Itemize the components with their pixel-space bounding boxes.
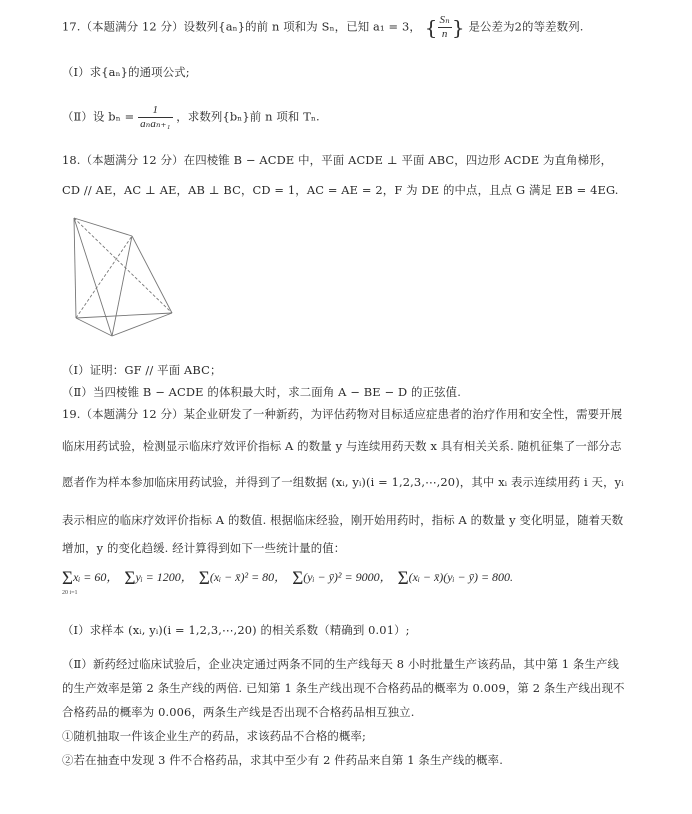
q19-sum5: (xᵢ − x̄)(yᵢ − ȳ) = 800. [408, 570, 514, 584]
sum-symbol-icon: Σ [198, 568, 210, 589]
q19-part1: （Ⅰ）求样本 (xᵢ, yᵢ)(i = 1,2,3,⋯,20) 的相关系数（精确到 0.01）; [62, 623, 410, 637]
q17-intro: 17.（本题满分 12 分）设数列{aₙ}的前 n 项和为 Sₙ，已知 a₁ = 3， [62, 19, 421, 34]
q17-brace-close: } [451, 15, 465, 40]
q19-sum-limits [62, 590, 513, 597]
q19-line5: 增加，y 的变化趋缓. 经计算得到如下一些统计量的值： [62, 541, 346, 555]
sum-symbol-icon: Σ [124, 568, 136, 589]
q19-sum4: (yᵢ − ȳ)² = 9000， [303, 570, 392, 584]
q17-b-num: 1 [138, 104, 172, 118]
q17-tail: 是公差为2的等差数列. [468, 19, 584, 34]
q18-line1: 18.（本题满分 12 分）在四棱锥 B − ACDE 中，平面 ACDE ⊥ 平面 ABC，四边形 ACDE 为直角梯形， [62, 153, 613, 167]
q17-part1: （Ⅰ）求{aₙ}的通项公式; [62, 65, 190, 79]
q19-statistics [62, 568, 513, 597]
sum-symbol-icon: Σ [397, 568, 409, 589]
q18-line2: CD // AE，AC ⊥ AE，AB ⊥ BC，CD = 1，AC = AE = 2，F 为 DE 的中点，且点 G 满足 EB = 4EG. [62, 183, 619, 197]
sum-symbol-icon: Σ [62, 568, 74, 589]
q17-b-fraction [138, 104, 172, 131]
q19-sub1: ①随机抽取一件该企业生产的药品，求该药品不合格的概率; [62, 729, 367, 743]
q17-stem [62, 14, 584, 41]
q19-line4: 表示相应的临床疗效评价指标 A 的数值. 根据临床经验，刚开始用药时，指标 A 的数量 y 变化明显，随着天数 [62, 513, 624, 527]
q17-seq-num: Sₙ [439, 14, 450, 26]
q19-part2-line2: 的生产效率是第 2 条生产线的两倍. 已知第 1 条生产线出现不合格药品的概率为 0.009，第 2 条生产线出现不 [62, 681, 625, 695]
q19-line3: 愿者作为样本参加临床用药试验，并得到了一组数据 (xᵢ, yᵢ)(i = 1,2,3,⋯,20)，其中 xᵢ 表示连续用药 i 天，yᵢ [62, 475, 624, 489]
q17-b-den: aₙaₙ₊₁ [140, 118, 171, 130]
q19-line1: 19.（本题满分 12 分）某企业研发了一种新药，为评估药物对目标适应症患者的治疗作用和安全性，需要开展 [62, 407, 623, 421]
q17-seq-den: n [441, 28, 448, 40]
q19-sum3: (xᵢ − x̄)² = 80， [209, 570, 287, 584]
q19-sub2: ②若在抽查中发现 3 件不合格药品，求其中至少有 2 件药品来自第 1 条生产线的概率. [62, 753, 503, 767]
q19-line2: 临床用药试验，检测显示临床疗效评价指标 A 的数量 y 与连续用药天数 x 具有相关关系. 随机征集了一部分志 [62, 439, 622, 453]
q17-part2 [62, 104, 320, 131]
q19-sum-upper: 20 [62, 590, 68, 596]
q18-part1: （Ⅰ）证明：GF // 平面 ABC； [62, 363, 222, 377]
q17-brace-fraction: { [424, 15, 438, 40]
q18-part2: （Ⅱ）当四棱锥 B − ACDE 的体积最大时，求二面角 A − BE − D 的正弦值. [62, 385, 461, 399]
q17-part2-post: ，求数列{bₙ}前 n 项和 Tₙ. [176, 109, 320, 124]
q19-sum1: xᵢ = 60， [73, 570, 119, 584]
pyramid-diagram-icon [62, 208, 192, 348]
q19-sum-lower: i=1 [69, 590, 78, 596]
q19-part2-line1: （Ⅱ）新药经过临床试验后，企业决定通过两条不同的生产线每天 8 小时批量生产该药品，其中第 1 条生产线 [62, 657, 620, 671]
q19-sum2: yᵢ = 1200， [135, 570, 193, 584]
q17-part2-pre: （Ⅱ）设 bₙ = [62, 109, 135, 124]
q19-part2-line3: 合格药品的概率为 0.006，两条生产线是否出现不合格药品相互独立. [62, 705, 415, 719]
sum-symbol-icon: Σ [292, 568, 304, 589]
q17-seq-fraction [438, 14, 452, 41]
